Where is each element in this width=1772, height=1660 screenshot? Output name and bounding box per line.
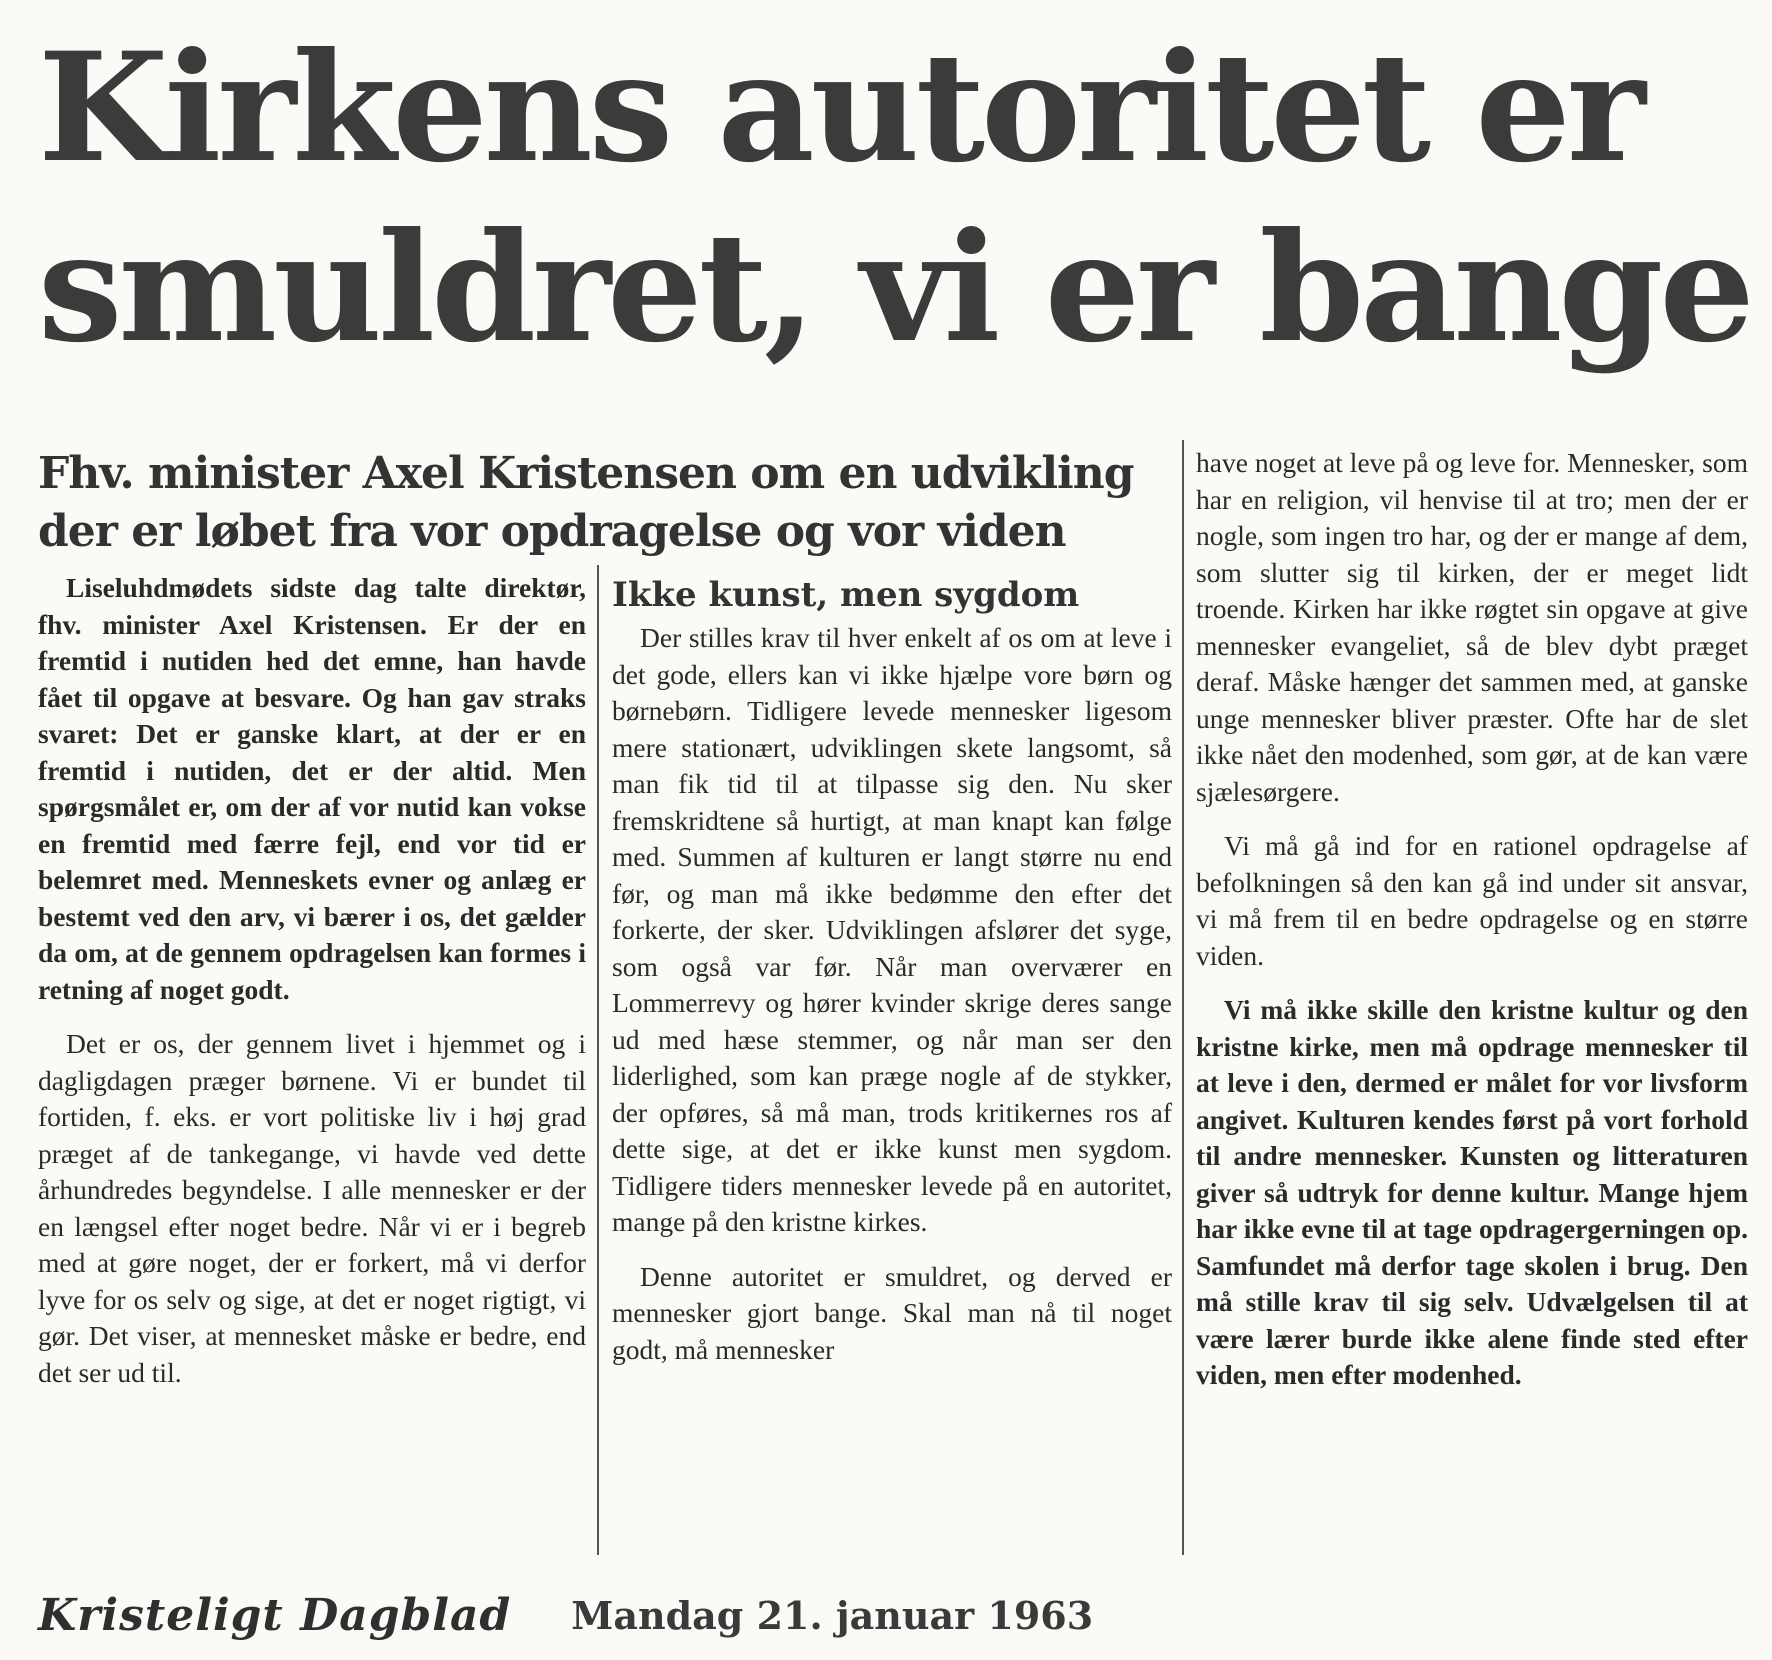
closing-paragraph: Vi må ikke skille den kristne kultur og den kristne kirke, men må opdrage mennesker til at leve i den, dermed er målet for vor livsform angivet. Kulturen kendes først på vort forhold til andre mennesker. Kunsten og litteraturen giver så udtryk for denne kultur. Mange hjem har ikke evne til at tage opdragergerningen op. Samfundet må derfor tage skolen i brug. Den må stille krav til sig selv. Udvælgelsen til at være lærer burde ikke alene finde sted efter viden, men efter modenhed. <box>1196 994 1748 1390</box>
section-heading: Ikke kunst, men sygdom <box>612 575 1080 615</box>
newspaper-masthead: Kristeligt Dagblad <box>38 1589 512 1641</box>
subheadline-line-2: der er løbet fra vor opdragelse og vor viden <box>38 506 1066 557</box>
subheadline-line-1: Fhv. minister Axel Kristensen om en udvikling <box>38 448 1134 499</box>
article-column-1 <box>38 570 586 1409</box>
paragraph: Denne autoritet er smuldret, og derved er mennesker gjort bange. Skal man nå til noget godt, må mennesker <box>612 1260 1172 1365</box>
headline-line-2: smuldret, vi er bange <box>38 200 1751 376</box>
paragraph: Der stilles krav til hver enkelt af os om at leve i det gode, ellers kan vi ikke hjælpe vore børn og børnebørn. Tidligere levede mennesker ligesom mere stationært, udviklingen skete langsomt, så man fik tid til at tilpasse sig den. Nu sker fremskridtene så hurtigt, at man knapt kan følge med. Summen af kulturen er langt større nu end før, og man må ikke bedømme den efter det forkerte, der sker. Udviklingen afslører det syge, som også var før. Når man overværer en Lommerrevy og hører kvinder skrige deres sange ud med hæse stemmer, og når man ser den liderlighed, som kan præge nogle af de stykker, der opføres, så må man, trods kritikernes ros af dette sige, at det er ikke kunst men sygdom. Tidligere tiders mennesker levede på en autoritet, mange på den kristne kirkes. <box>612 622 1172 1237</box>
article-column-3 <box>1196 445 1748 1412</box>
paragraph: Vi må gå ind for en rationel opdragelse af befolkningen så den kan gå ind under sit ansvar, vi må frem til en bedre opdragelse og en større viden. <box>1196 830 1748 971</box>
headline <box>38 18 1751 378</box>
lead-paragraph: Liseluhdmødets sidste dag talte direktør, fhv. minister Axel Kristensen. Er der en fremtid i nutiden hed det emne, han havde fået til opgave at besvare. Og han gav straks svaret: Det er ganske klart, at der er en fremtid i nutiden, det er der altid. Men spørgsmålet er, om der af vor nutid kan vokse en fremtid med færre fejl, end vor tid er belemret med. Menneskets evner og anlæg er bestemt ved den arv, vi bærer i os, det gælder da om, at de gennem opdragelsen kan formes i retning af noget godt. <box>38 572 586 1005</box>
headline-line-1: Kirkens autoritet er <box>38 20 1642 196</box>
footer <box>38 1585 1138 1645</box>
publication-date: Mandag 21. januar 1963 <box>571 1592 1094 1638</box>
column-divider <box>1182 440 1184 1555</box>
subheadline <box>38 445 1168 561</box>
paragraph: have noget at leve på og leve for. Mennesker, som har en religion, vil henvise til at tro; men der er nogle, som ingen tro har, og der er mange af dem, som slutter sig til kirken, der er meget lidt troende. Kirken har ikke røgtet sin opgave at give mennesker evangeliet, så de blev dybt præget deraf. Måske hænger det sammen med, at ganske unge mennesker bliver præster. Ofte har de slet ikke nået den modenhed, som gør, at de kan være sjælesørgere. <box>1196 447 1748 807</box>
paragraph: Det er os, der gennem livet i hjemmet og i dagligdagen præger børnene. Vi er bundet til fortiden, f. eks. er vort politiske liv i høj grad præget af de tankegange, vi havde ved dette århundredes begyndelse. I alle mennesker er der en længsel efter noget bedre. Når vi er i begreb med at gøre noget, der er forkert, må vi derfor lyve for os selv og sige, at det er noget rigtigt, vi gør. Det viser, at mennesket måske er bedre, end det ser ud til. <box>38 1028 586 1388</box>
article-column-2 <box>612 620 1172 1386</box>
column-divider <box>597 565 599 1555</box>
